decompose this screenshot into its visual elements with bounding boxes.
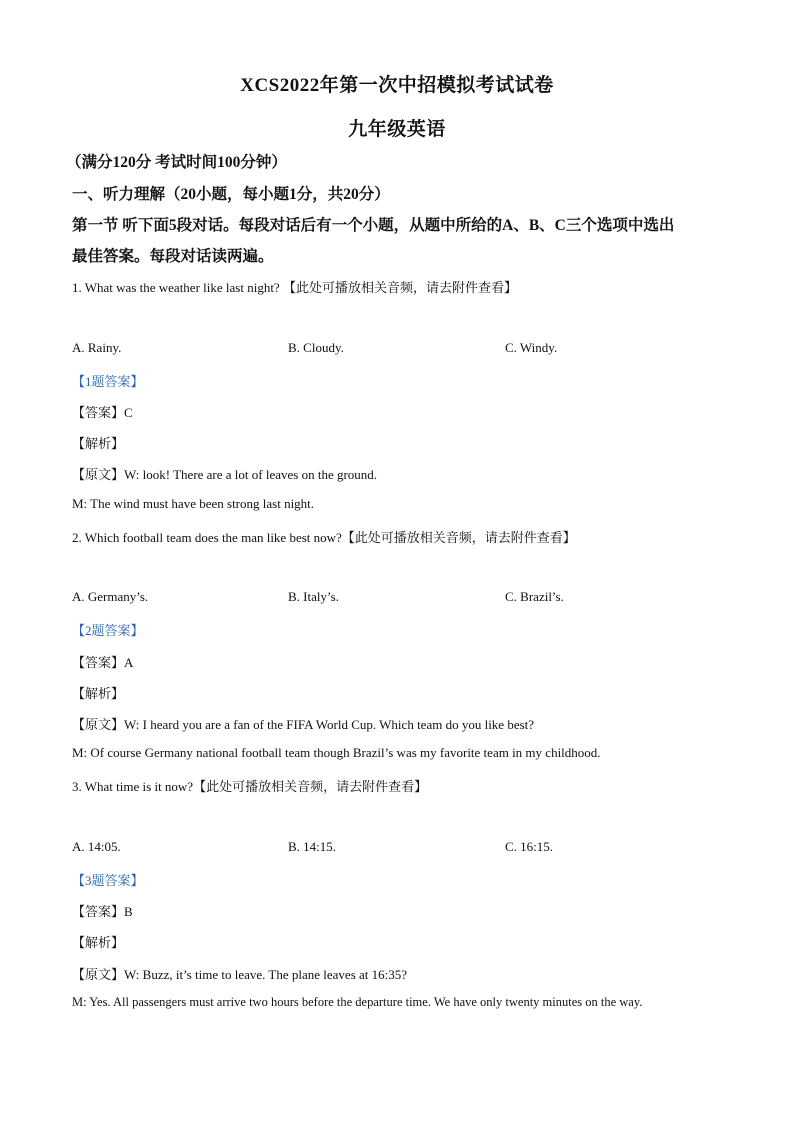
instruction-line-1: 第一节 听下面5段对话。每段对话后有一个小题，从题中所给的A、B、C三个选项中选出: [72, 217, 675, 234]
question-3: 3. What time is it now?【此处可播放相关音频，请去附件查看】: [72, 779, 428, 794]
q2-transcript-2: M: Of course Germany national football team though Brazil’s was my favorite team in my childhood.: [72, 745, 601, 760]
q2-answer: 【答案】A: [72, 655, 134, 670]
q1-option-c: C. Windy.: [505, 340, 558, 355]
q2-answer-header: 【2题答案】: [72, 623, 144, 638]
q1-answer: 【答案】C: [72, 405, 133, 420]
q1-answer-header: 【1题答案】: [72, 374, 144, 389]
exam-subtitle: 九年级英语: [348, 119, 446, 140]
q3-transcript-1: 【原文】W: Buzz, it’s time to leave. The plane leaves at 16:35?: [72, 967, 408, 982]
q3-answer-header: 【3题答案】: [72, 873, 144, 888]
q2-option-a: A. Germany’s.: [72, 589, 149, 604]
q1-option-b: B. Cloudy.: [288, 340, 344, 355]
section-title: 一、听力理解（20小题，每小题1分，共20分）: [72, 186, 390, 203]
instruction-line-2: 最佳答案。每段对话读两遍。: [72, 248, 274, 265]
score-note: （满分120分 考试时间100分钟）: [66, 154, 287, 171]
q3-option-b: B. 14:15.: [288, 839, 337, 854]
q2-analysis: 【解析】: [72, 686, 125, 701]
q3-transcript-2: M: Yes. All passengers must arrive two hours before the departure time. We have only twenty minutes on the way.: [72, 995, 643, 1009]
question-2: 2. Which football team does the man like best now?【此处可播放相关音频，请去附件查看】: [72, 530, 576, 545]
q3-option-c: C. 16:15.: [505, 839, 554, 854]
q1-analysis: 【解析】: [72, 436, 125, 451]
q2-option-b: B. Italy’s.: [288, 589, 339, 604]
q3-analysis: 【解析】: [72, 935, 125, 950]
q3-option-a: A. 14:05.: [72, 839, 121, 854]
exam-title: XCS2022年第一次中招模拟考试试卷: [240, 75, 554, 96]
q3-answer: 【答案】B: [72, 904, 133, 919]
q1-transcript-2: M: The wind must have been strong last night.: [72, 496, 315, 511]
q1-option-a: A. Rainy.: [72, 340, 122, 355]
q1-transcript-1: 【原文】W: look! There are a lot of leaves on the ground.: [72, 467, 378, 482]
question-1: 1. What was the weather like last night? 【此处可播放相关音频，请去附件查看】: [72, 280, 517, 295]
q2-option-c: C. Brazil’s.: [505, 589, 564, 604]
q2-transcript-1: 【原文】W: I heard you are a fan of the FIFA World Cup. Which team do you like best?: [72, 717, 535, 732]
